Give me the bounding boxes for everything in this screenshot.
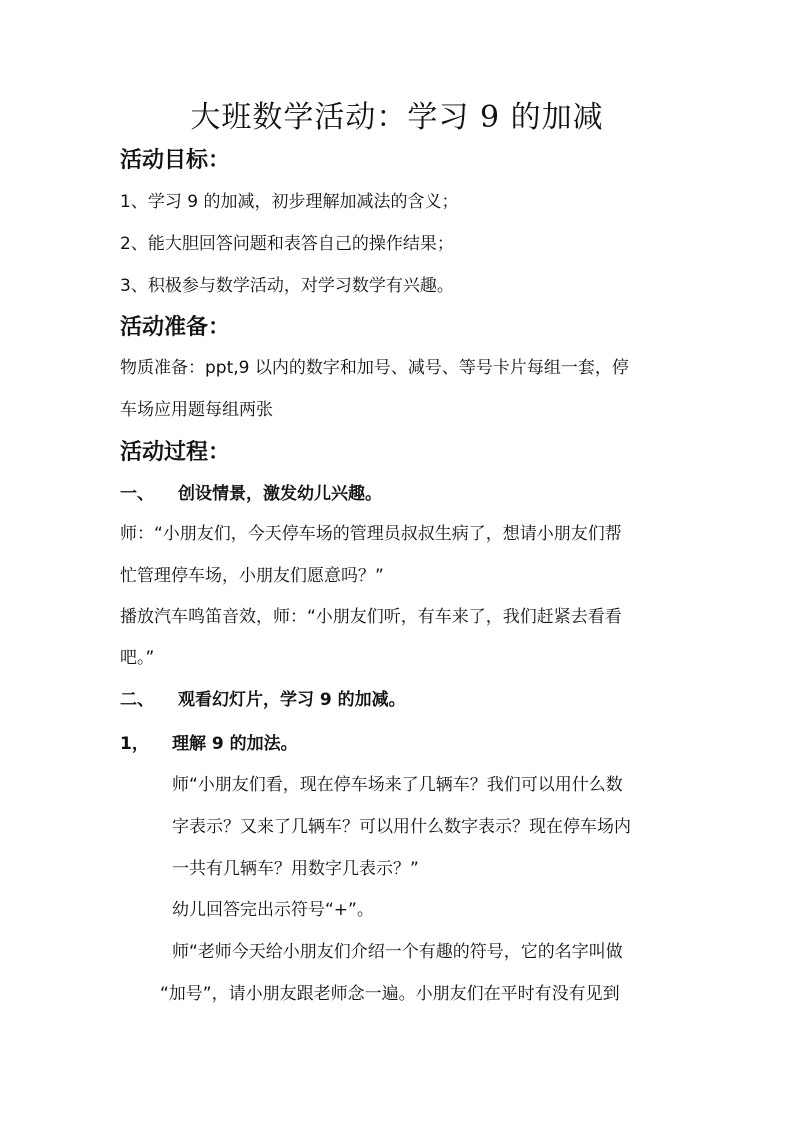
section-2-title: 观看幻灯片，学习 9 的加减。 (178, 690, 406, 710)
sub-1-heading (120, 732, 298, 756)
goal-item-3: 3、积极参与数学活动，对学习数学有兴趣。 (120, 276, 454, 296)
section-1-line-2: 忙管理停车场，小朋友们愿意吗？” (120, 566, 384, 586)
prep-line-2: 车场应用题每组两张 (120, 400, 273, 420)
sub-1-number: 1， (120, 734, 149, 754)
sub-1-title: 理解 9 的加法。 (172, 734, 298, 754)
section-1-title: 创设情景，激发幼儿兴趣。 (178, 484, 382, 504)
process-heading: 活动过程： (120, 439, 231, 465)
section-1-line-4: 吧。” (120, 648, 155, 668)
goals-heading: 活动目标： (120, 147, 231, 173)
goal-item-1: 1、学习 9 的加减，初步理解加减法的含义； (120, 192, 459, 212)
prep-line-1: 物质准备：ppt,9 以内的数字和加号、减号、等号卡片每组一套，停 (120, 358, 629, 378)
section-1-line-3: 播放汽车鸣笛音效，师：“小朋友们听，有车来了，我们赶紧去看看 (120, 607, 622, 627)
sub-1-line-5: 师“老师今天给小朋友们介绍一个有趣的符号，它的名字叫做 (172, 942, 623, 962)
section-2-heading (120, 688, 406, 712)
sub-1-line-3: 一共有几辆车？用数字几表示？” (172, 859, 419, 879)
section-1-heading (120, 482, 382, 506)
prep-heading: 活动准备： (120, 314, 231, 340)
sub-1-line-2: 字表示？又来了几辆车？可以用什么数字表示？现在停车场内 (172, 817, 631, 837)
sub-1-line-4: 幼儿回答完出示符号“+”。 (172, 900, 374, 920)
page-title: 大班数学活动：学习 9 的加减 (190, 100, 604, 135)
section-1-number: 一、 (120, 484, 154, 504)
section-2-number: 二、 (120, 690, 154, 710)
section-1-line-1: 师：“小朋友们，今天停车场的管理员叔叔生病了，想请小朋友们帮 (120, 524, 622, 544)
sub-1-line-1: 师“小朋友们看，现在停车场来了几辆车？我们可以用什么数 (172, 775, 623, 795)
sub-1-line-6: “加号”，请小朋友跟老师念一遍。小朋友们在平时有没有见到 (160, 984, 620, 1004)
goal-item-2: 2、能大胆回答问题和表答自己的操作结果； (120, 234, 454, 254)
